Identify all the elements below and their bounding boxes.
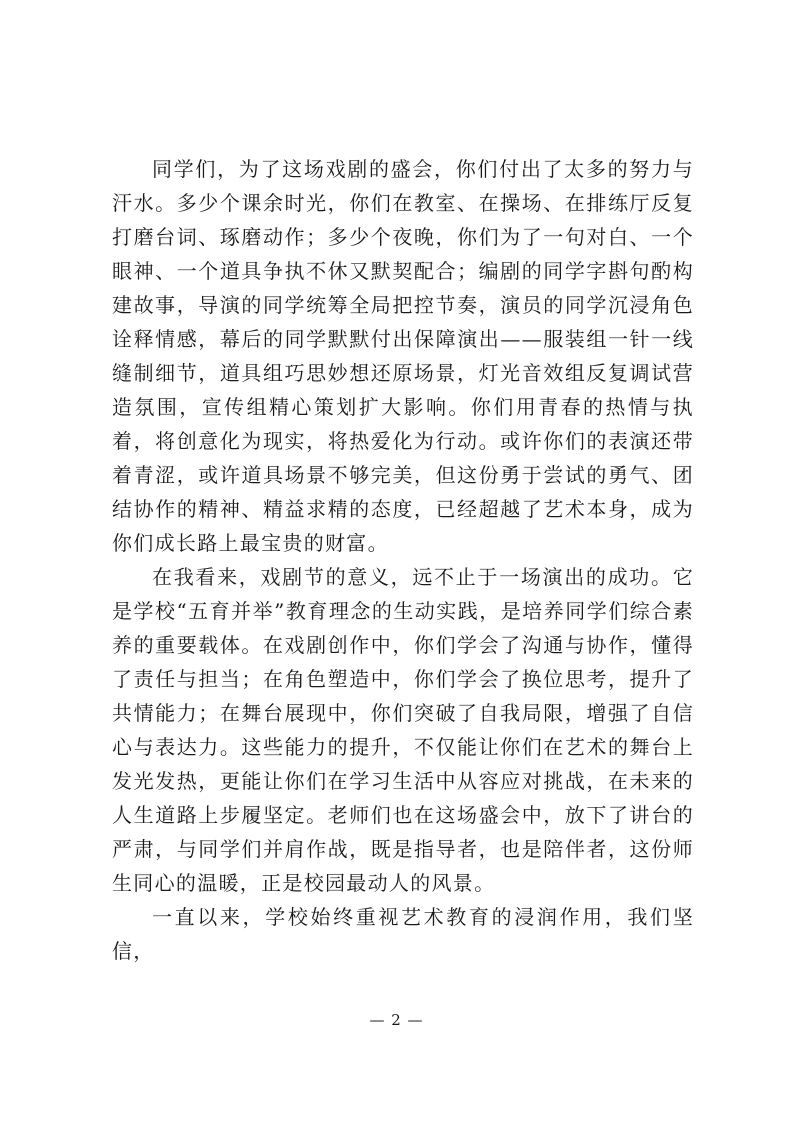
page-number: — 2 — [369,1011,424,1029]
paragraph-meaning: 在我看来，戏剧节的意义，远不止于一场演出的成功。它是学校“五育并举”教育理念的生动实践，是培养同学们综合素养的重要载体。在戏剧创作中，你们学会了沟通与协作，懂得了责任与担当；在角色塑造中，你们学会了换位思考，提升了共情能力；在舞台展现中，你们突破了自我局限，增强了自信心与表达力。这些能力的提升，不仅能让你们在艺术的舞台上发光发热，更能让你们在学习生活中从容应对挑战，在未来的人生道路上步履坚定。老师们也在这场盛会中，放下了讲台的严肃，与同学们并肩作战，既是指导者，也是陪伴者，这份师生同心的温暖，正是校园最动人的风景。 [112,565,694,895]
paragraph-effort: 同学们，为了这场戏剧的盛会，你们付出了太多的努力与汗水。多少个课余时光，你们在教室、在操场、在排练厅反复打磨台词、琢磨动作；多少个夜晚，你们为了一句对白、一个眼神、一个道具争执不休又默契配合；编剧的同学字斟句酌构建故事，导演的同学统筹全局把控节奏，演员的同学沉浸角色诠释情感，幕后的同学默默付出保障演出——服装组一针一线缝制细节，道具组巧思妙想还原场景，灯光音效组反复调试营造氛围，宣传组精心策划扩大影响。你们用青春的热情与执着，将创意化为现实，将热爱化为行动。或许你们的表演还带着青涩，或许道具场景不够完美，但这份勇于尝试的勇气、团结协作的精神、精益求精的态度，已经超越了艺术本身，成为你们成长路上最宝贵的财富。 [112,157,694,555]
document-body [112,152,694,968]
paragraph-art-education: 一直以来，学校始终重视艺术教育的浸润作用，我们坚信， [112,905,694,963]
